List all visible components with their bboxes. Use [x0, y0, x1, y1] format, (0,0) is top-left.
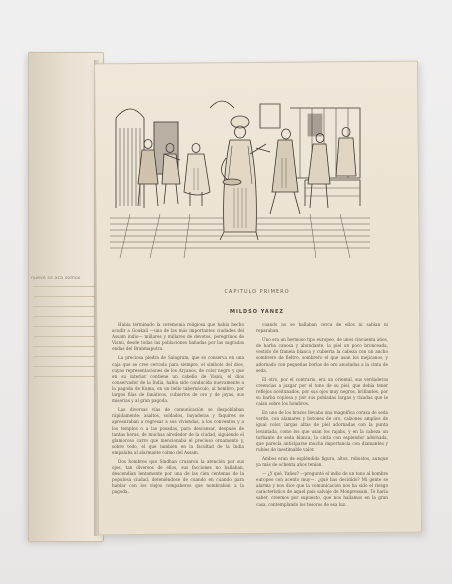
- chapter-illustration: [110, 88, 370, 258]
- paragraph: Uno era un hermoso tipo europeo, de unos cincuenta años, de barba canosa y abundante, la piel un poco bronceada, vestido de franela blanca y cubierta la cabeza con un ancho sombrero de fieltro, sombrero el que usan los mejicanos, y adornado con pequeñas borlas de oro anudadas a la cinta de seda.: [256, 337, 388, 373]
- left-page: [28, 52, 104, 542]
- paragraph: En uno de los brazos llevaba una magnífica coraza de seda verde, con alamares y botones de oro, calzones amplios de igual color, largas altas de piel adornadas con la punta levantada, como los que usan los rajahs, y en la cabeza un turbante de seda blanca, la cinta con esplendor adornada, que parecía anticiparse mucha importancia con diamantes y rubíes de inestimable valor.: [256, 410, 388, 452]
- chapter-label: CAPITULO PRIMERO: [224, 289, 290, 295]
- paragraph: Había terminado la ceremonia religiosa que había hecho acudir a Goukali —una de las más importantes ciudades del Assam indio— millares y millares de devotos, peregrinos de Visnú, desde todas las poblaciones bañadas por las sagradas ondas del Brahmaputra.: [112, 322, 244, 352]
- paragraph: Ambos eran de espléndida figura, altos, robustos, aunque ya más de ochenta años tenían.: [256, 455, 388, 467]
- left-page-margin-note: nuevo se aca somos: [31, 276, 81, 281]
- text-column-right: [256, 322, 388, 511]
- chapter-title: MILDSO YANEZ: [229, 309, 284, 315]
- paragraph: Dos hombres que Sindhan cruzaron la atención por sus ojos, tan diversos de ellos, sus facciones no hallaban, descendían lentamente por una de las cien centenas de la populosa ciudad, deteniéndose de cuando en cuando para hablar con los viejos compañeros que nombraban a la pagoda.: [112, 458, 244, 495]
- paragraph: Las diversas vías de comunicación se despoblaban rápidamente: asaltos, soldados, bayaderas y faquires se apresuraban a regresar a sus viviendas, a los conventos y a los templos o a las posadas, para descansar, después de tantas horas, de muchas alrededor de la ciudad, siguiendo el glamoroso carro que mencionaba el precioso ornamento y, sobre todo, el que también en la facultad de la India empalaba al alarmante colmo del Assam.: [112, 407, 244, 455]
- paragraph: — ¿Y qué, Yañez? —preguntó el indio de un tono al hombre europeo con acento muy—. ¿qué has decidido? Mi gente se alarma y nos dice que la comunicación nos ha sido el riesgo característico de aquel país salvaje de Monpressam. Te haría saber, creemos por supuesto, que nos hallamos en la gran casa, contemplando los tesoros de esa luz.: [256, 471, 388, 507]
- left-page-rule-lines: [33, 286, 95, 386]
- paragraph: El otro, por el contrario, era un oriental, sus verdaderas creencias a juzgar por el tono de su piel, que debía tener reflejos aceitunados, por sus ojos muy negros, brillantes, por su barba copiosa y por sus pobladas largas y rizadas que le caían sobre los hombros.: [256, 376, 388, 407]
- paragraph: cuando no se hallaban cerca de ellos ni sabían ni reparaban.: [256, 322, 388, 334]
- paragraph: La preciosa piedra de Salagram, que se conserva en una caja que se cree cerrada para siempre, el símbolo del dios, cuyas representaciones de los Aryanos, de color negro y que en su interior contiene un cabello de Visnú, el dios conservador de la India, había sido conducida nuevamente a la pagoda de Kuma, en un bello tabernáculo, al hombro, por largos filas de fanáticos, cubiertos de oro y de joyas, sus miserias y al gran pagoda.: [112, 355, 244, 404]
- text-column-left: [112, 322, 244, 499]
